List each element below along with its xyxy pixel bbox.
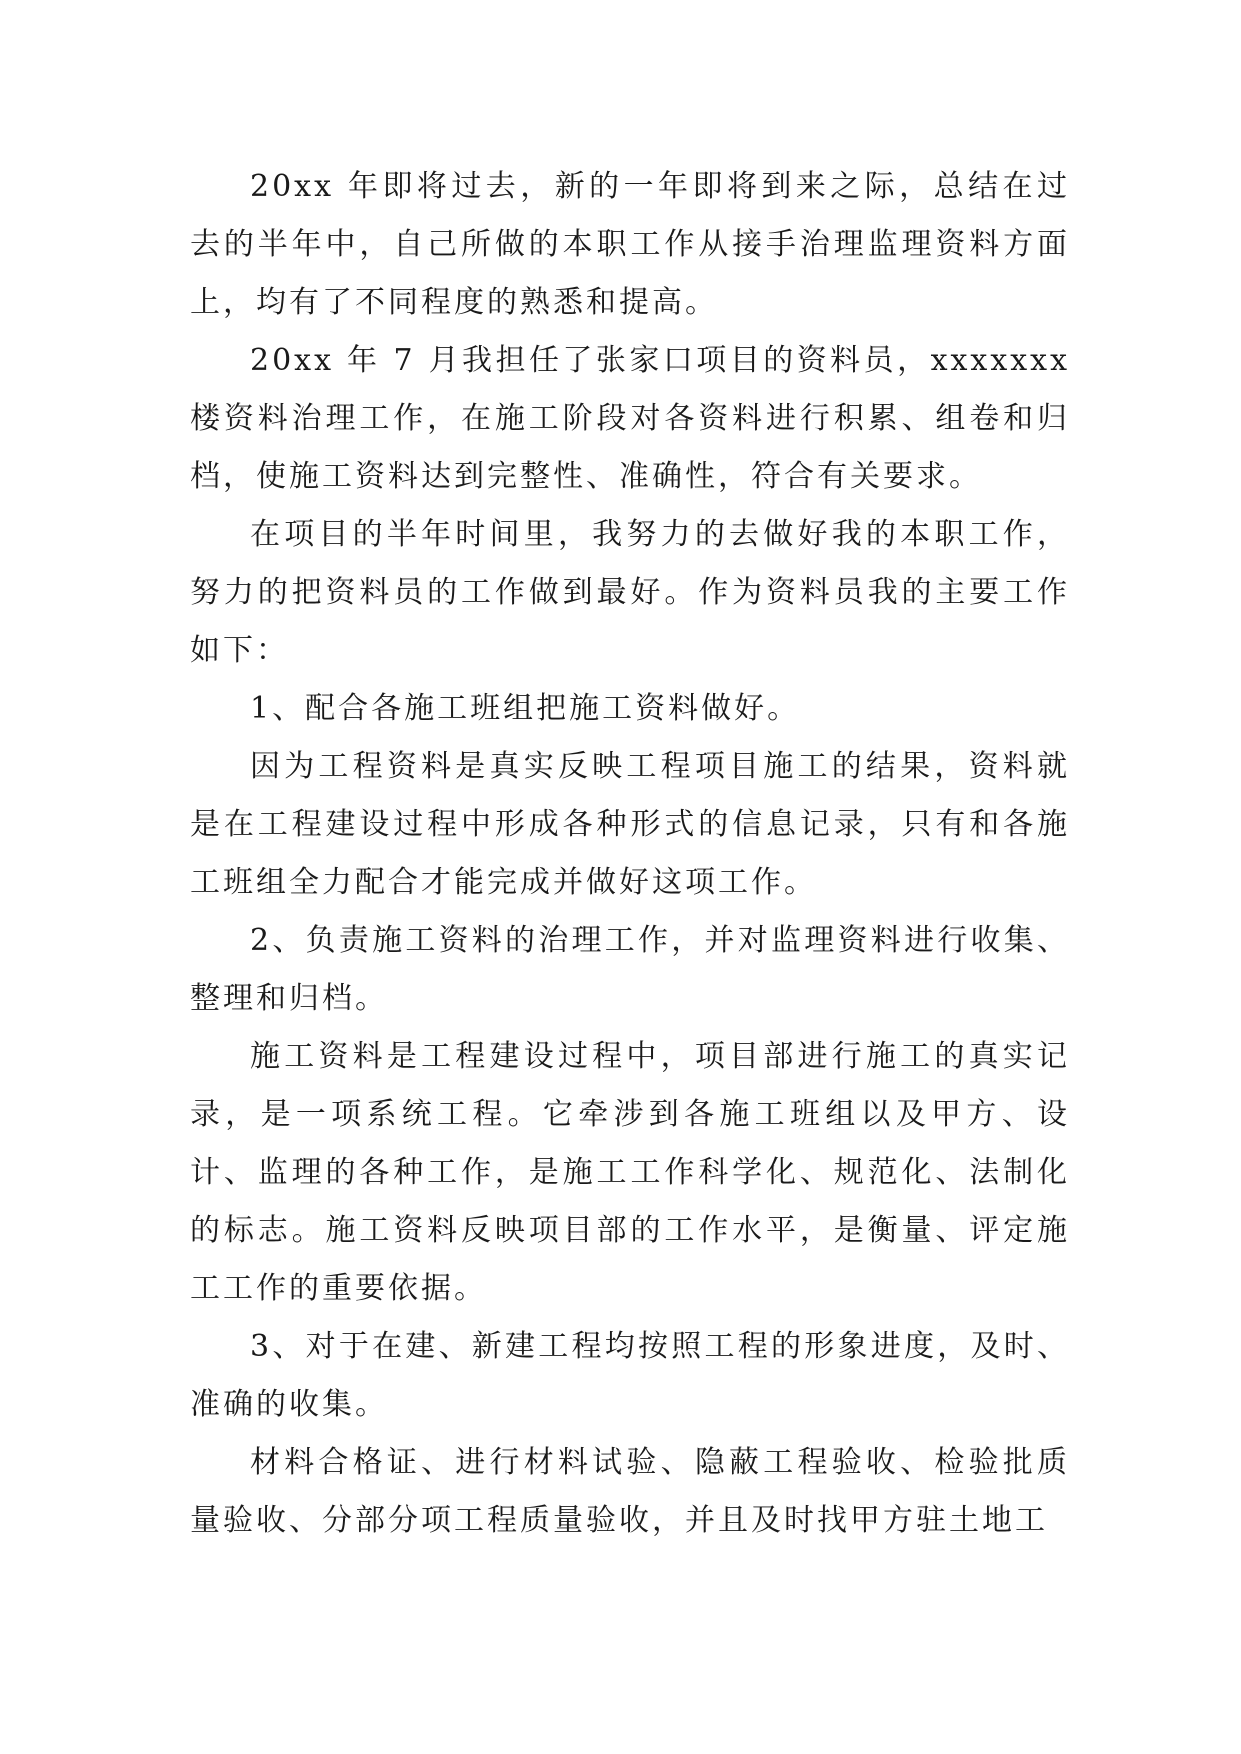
paragraph-project-role: 20xx 年 7 月我担任了张家口项目的资料员，xxxxxxx 楼资料治理工作，在施工阶段对各资料进行积累、组卷和归档，使施工资料达到完整性、准确性，符合有关要求。 [190,343,1070,494]
paragraph-main-work: 在项目的半年时间里，我努力的去做好我的本职工作，努力的把资料员的工作做到最好。作为资料员我的主要工作如下： [190,517,1070,668]
paragraph-item-2-body: 施工资料是工程建设过程中，项目部进行施工的真实记录，是一项系统工程。它牵涉到各施工班组以及甲方、设计、监理的各种工作，是施工工作科学化、规范化、法制化的标志。施工资料反映项目部的工作水平，是衡量、评定施工工作的重要依据。 [190,1039,1070,1306]
paragraph-item-3-heading: 3、对于在建、新建工程均按照工程的形象进度，及时、准确的收集。 [190,1329,1070,1422]
paragraph-intro: 20xx 年即将过去，新的一年即将到来之际，总结在过去的半年中，自己所做的本职工作从接手治理监理资料方面上，均有了不同程度的熟悉和提高。 [190,169,1070,320]
paragraph-item-3-body: 材料合格证、进行材料试验、隐蔽工程验收、检验批质量验收、分部分项工程质量验收，并且及时找甲方驻土地工 [190,1445,1070,1538]
paragraph-item-1-body: 因为工程资料是真实反映工程项目施工的结果，资料就是在工程建设过程中形成各种形式的信息记录，只有和各施工班组全力配合才能完成并做好这项工作。 [190,749,1070,900]
paragraph-item-2-heading: 2、负责施工资料的治理工作，并对监理资料进行收集、整理和归档。 [190,923,1070,1016]
document-body [190,158,1070,1550]
paragraph-item-1-heading: 1、配合各施工班组把施工资料做好。 [250,691,801,726]
